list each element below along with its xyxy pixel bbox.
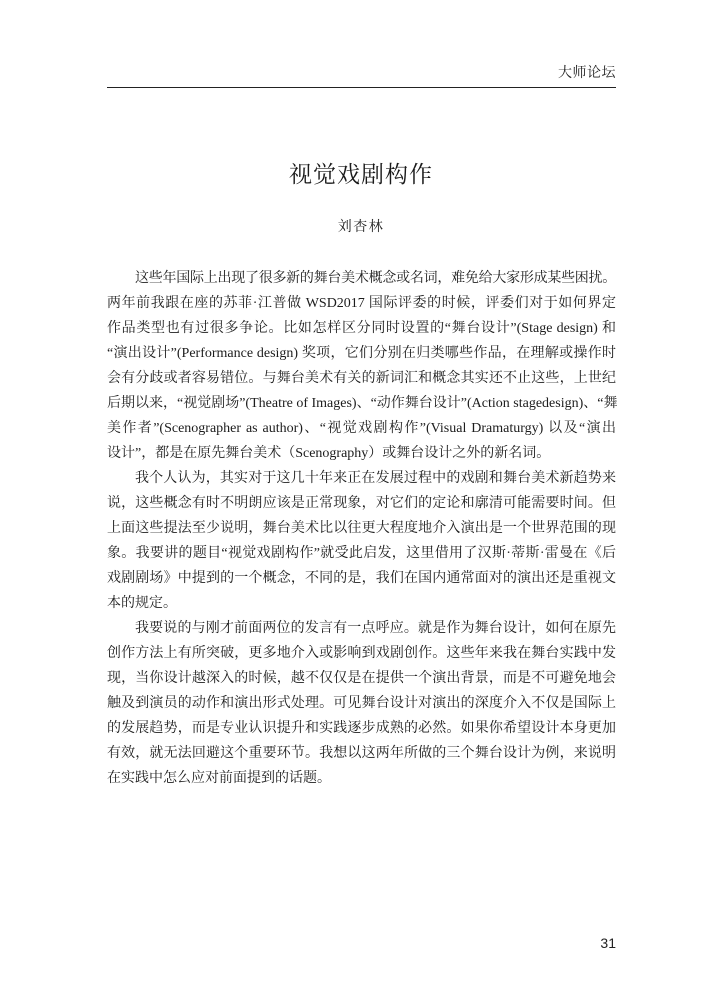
text-line: 戏剧剧场》中提到的一个概念，不同的是，我们在国内通常面对的演出还是重视文 <box>107 571 616 586</box>
running-head-section: 大师论坛 <box>558 65 616 81</box>
header-rule <box>107 87 616 88</box>
text-line: 创作方法上有所突破，更多地介入或影响到戏剧创作。这些年来我在舞台实践中发 <box>107 646 616 661</box>
text-line: 会有分歧或者容易错位。与舞台美术有关的新词汇和概念其实还不止这些，上世纪 <box>107 371 616 386</box>
article-body <box>107 266 616 791</box>
text-line: 设计”，都是在原先舞台美术（Scenography）或舞台设计之外的新名词。 <box>107 446 551 461</box>
paragraph-3 <box>107 616 616 791</box>
text-line: 上面这些提法至少说明，舞台美术比以往更大程度地介入演出是一个世界范围的现 <box>107 521 616 536</box>
text-line: 作品类型也有过很多争论。比如怎样区分同时设置的“舞台设计”(Stage design) 和 <box>107 321 616 336</box>
paragraph-1 <box>107 266 616 466</box>
text-line: “演出设计”(Performance design) 奖项，它们分别在归类哪些作品，在理解或操作时 <box>107 346 616 361</box>
text-line: 在实践中怎么应对前面提到的话题。 <box>107 771 331 786</box>
text-line: 这些年国际上出现了很多新的舞台美术概念或名词，难免给大家形成某些困扰。 <box>135 271 616 286</box>
text-line: 有效，就无法回避这个重要环节。我想以这两年所做的三个舞台设计为例，来说明 <box>107 746 616 761</box>
text-line: 触及到演员的动作和演出形式处理。可见舞台设计对演出的深度介入不仅是国际上 <box>107 696 616 711</box>
page-number: 31 <box>600 935 616 951</box>
paragraph-2 <box>107 466 616 616</box>
article-title: 视觉戏剧构作 <box>289 162 433 188</box>
text-line: 后期以来，“视觉剧场”(Theatre of Images)、“动作舞台设计”(Action stagedesign)、“舞 <box>107 396 618 411</box>
text-line: 我个人认为，其实对于这几十年来正在发展过程中的戏剧和舞台美术新趋势来 <box>135 471 616 486</box>
text-line: 象。我要讲的题目“视觉戏剧构作”就受此启发，这里借用了汉斯·蒂斯·雷曼在《后 <box>107 546 616 561</box>
text-line: 的发展趋势，而是专业认识提升和实践逐步成熟的必然。如果你希望设计本身更加 <box>107 721 616 736</box>
text-line: 说，这些概念有时不明朗应该是正常现象，对它们的定论和廓清可能需要时间。但 <box>107 496 616 511</box>
article-author: 刘杏林 <box>337 220 385 235</box>
text-line: 我要说的与刚才前面两位的发言有一点呼应。就是作为舞台设计，如何在原先 <box>135 621 616 636</box>
text-line: 现，当你设计越深入的时候，越不仅仅是在提供一个演出背景，而是不可避免地会 <box>107 671 616 686</box>
text-line: 两年前我跟在座的苏菲·江普做 WSD2017 国际评委的时候，评委们对于如何界定 <box>107 296 616 311</box>
text-line: 本的规定。 <box>107 596 177 611</box>
text-line: 美作者”(Scenographer as author)、“视觉戏剧构作”(Visual Dramaturgy) 以及“演出 <box>107 421 616 436</box>
